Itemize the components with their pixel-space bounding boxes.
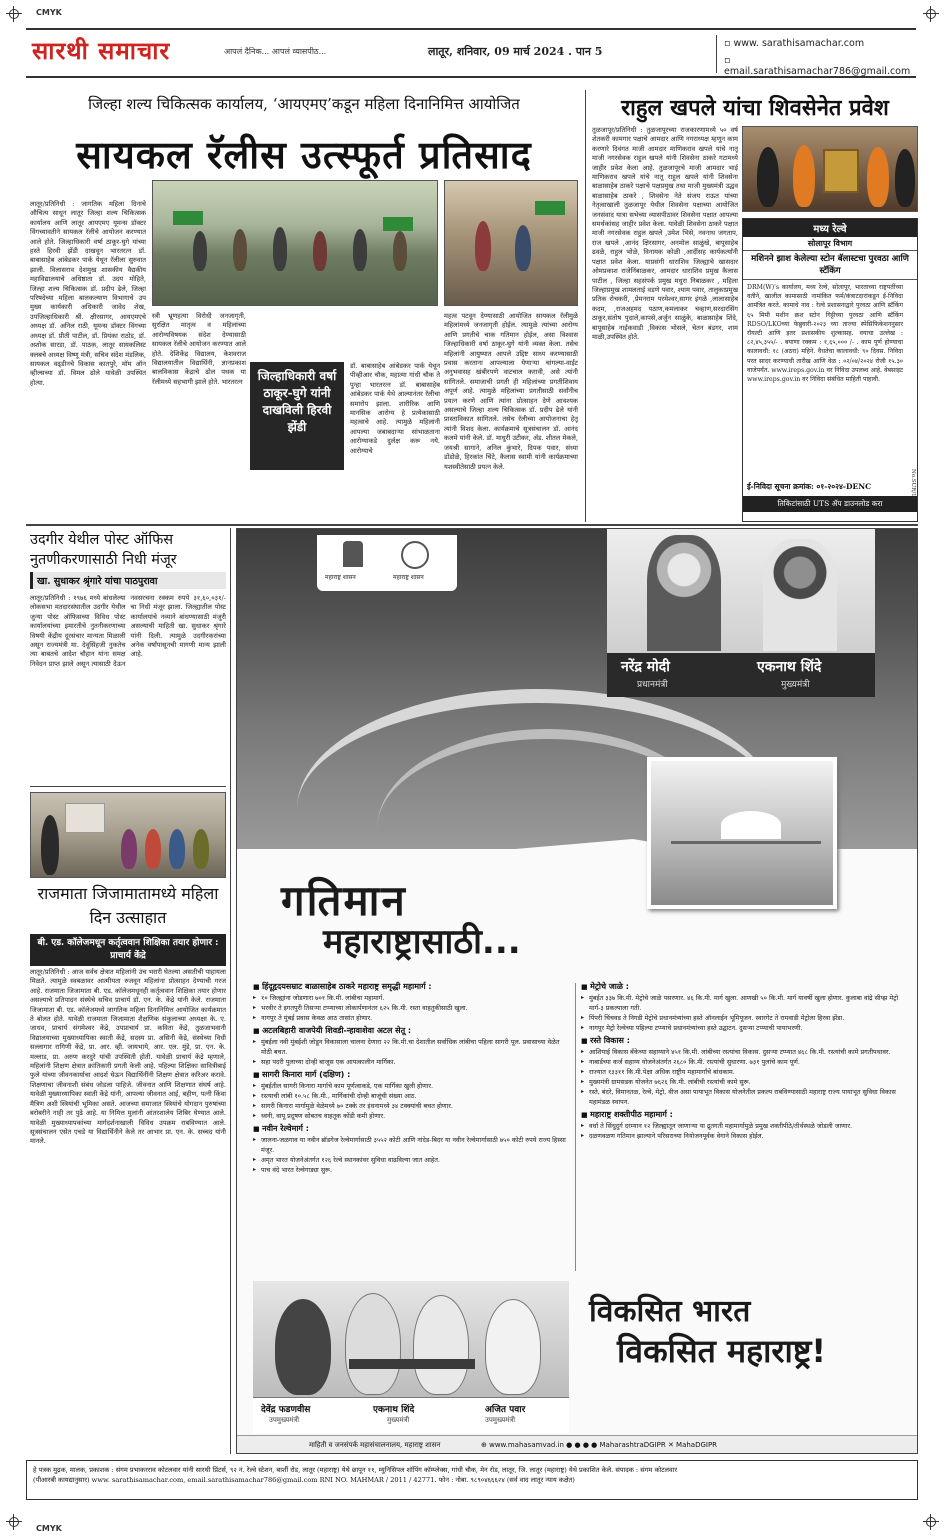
ad-section [581, 981, 907, 1033]
khapale-body: तुळजापूर/प्रतिनिधी : तुळजापूरच्या राजकारणामध्ये ५० वर्ष शेतकरी कामगार पक्षाचे आमदार आणि नगराध्यक्ष म्हणून काम करणारे दिवंगत माजी आमदार माणिकराव खपले यांचे नातू माजी नगरसेवक राहुल खपले यांनी शिवसेना ठाकरे गटामध्ये जाहीर प्रवेश केला आहे. तुळजापूरचे माजी आमदार भाई माणिकराव खपले यांचे नातू राहुल खपले यांनी शिवसेना बाळासाहेब ठाकरे पक्षाचे पक्षप्रमुख तथा माजी मुख्यमंत्री उद्धव बाळासाहेब ठाकरे , शिवसेना नेते संजय राऊत यांच्या नेतृत्वाखाली तुळजापूर येथील शिवसेना पक्षाच्या आयोजित जनसंवाद यात्रा सभेच्या व्यासपीठावर शिवसेना पक्षात आपल्या समर्थकांसह जाहीर प्रवेश केला. यावेळी शिवसेना ठाकरे पक्षात माजी नगरसेवक राहुल खपले ,उमेश भिसे, नवनाथ जगताप, राज खपले ,आनंद क्षिरसागर, अनमोल साळुंखे, बापूसाहेब ढवळे, राहुल भोळे, विनायक कोळी ,आदींसह कार्यकर्त्यांनी पक्षात प्रवेश केला. याप्रसंगी धाराशिव जिल्ह्याचे खासदार ओमप्रकाश राजेनिंबाळकर, आमदार धाराशिव प्रमुख कैलास पाटील , जिल्हा सहसंपर्क प्रमुख मधुरा निबाळकर , महिला जिल्हाप्रमुख शामलताई वडणे पवार, श्याम पवार, तालुकाप्रमुख प्रतिक रोचकरी, ,प्रेमनराम परमेश्वर,सागर इंगळे ,लालासाहेब कदम, ,राजअहमद पठाण,कमलाकर चव्हाण,सरदारसिंग ठाकूर,संतोष पुदाले,कापसे,अर्जुन साळुंके, बाळासाहेब शिंदे, बापूसाहेब नाईकवाडी ,विकास भोसले, चेतन बंडगर, शाम माळी,उपस्थित होते. [592, 126, 738, 341]
badge-caption: महाराष्ट्र शासन [393, 574, 424, 581]
lead-headline: सायकल रॅलीस उत्स्फूर्त प्रतिसाद [76, 132, 532, 177]
ad-bullet: ▸ आशियाई विकास बँकेच्या सहाय्याने ४५१ कि.मी. लांबीच्या रस्त्यांचा विकास. दुसऱ्या टप्प्यात ४६८ कि.मी. रस्त्यांची कामे प्रगतीपथावर. [581, 1047, 907, 1057]
leader1-title: प्रधानमंत्री [637, 680, 668, 690]
dgipr-handle[interactable]: MaharashtraDGIPR [599, 1441, 666, 1449]
lead-kicker: जिल्हा शल्य चिकित्सक कार्यालय, ‘आयएमए’कडून महिला दिनानिमित्त आयोजित [88, 95, 520, 113]
leaders-panel [607, 529, 875, 653]
leader4-name: एकनाथ शिंदे [373, 1405, 415, 1415]
railway-subheader: सोलापूर विभाग [807, 238, 853, 248]
ad-section [581, 1035, 907, 1107]
udgir-body: लातूर/प्रतिनिधी : १९७६ मध्ये बांधलेल्या लोकसभा मतदारसंघातील उदगीर येथील जुन्या पोस्ट ऑफिसच्या विविध पोस्ट कार्यालयांच्या इमारतीचे नुतनीकरणाच्या विषयी केंद्रीय दूरसंचार मान्यता मिळाली असून राज्यमंत्री मा. देवूसिंहजी नुकतेच त्या बाबतचे आदेश चौहान यांना समक्ष निवेदन प्राप्त झाले असून त्यासाठी देऊन नवसरचना रक्कम रुपये ३१,६०,०३१/- चा निधी मंजूर झाला. जिल्ह्यातील पोस्ट कार्यालयांचे नव्याने बांधण्यासाठी मंजुरी असल्याची माहिती खा. सुधाकर श्रृंगारे यांनी दिली. त्यामुळे उदगीरकरांच्या अनेक वर्षांपासूनची मागणी मान्य झाली आहे. [30, 594, 226, 668]
cycle-rally-photo [152, 180, 438, 306]
viksit-banner-2: विकसित महाराष्ट्र! [617, 1332, 827, 1370]
leader5-name: अजित पवार [485, 1405, 526, 1415]
ad-bullet: ▸ मुंबईला नवी मुंबईशी जोडून विकासाला चालना देणारा २२ कि.मी.चा देशातील सर्वाधिक लांबीचा पहिला सागरी पूल. प्रवासाच्या वेळेत मोठी बचत. [253, 1037, 569, 1057]
ad-footer-bar [237, 1435, 918, 1454]
ad-bullet: ▸ मुंबईत ३३७ कि.मी. मेट्रोचे जाळे पसरणार. ४६ कि.मी. मार्ग खुला. आणखी ५० कि.मी. मार्ग यावर्षी खुला होणार. कुलाबा वांद्रे सीप्झ मेट्रो मार्ग-३ प्रकल्पाला गती. [581, 993, 907, 1013]
ad-section-title: ■ महाराष्ट्र शक्तीपीठ महामार्ग : [581, 1109, 907, 1120]
ad-bullet: ▸ अमृत भारत योजनेअंतर्गत १२६ रेल्वे स्थानकांवर सुविधा वाढविल्या जात आहेत. [253, 1155, 569, 1165]
atal-setu-photo [647, 757, 837, 909]
jijamata-body: लातूर/प्रतिनिधी : आज सर्वच क्षेत्रात महिलांनी उंच भरारी घेतल्या असतीची पाहायला मिळते. त्यामुळे स्वबळावर आत्मीयता रुजवून महिलांना प्रोत्साहन देण्याची गरज आहे. राजमाता जिजामाता बी. एड. कॉलेजमधूनही कर्तृत्ववान शिक्षिका तयार होणार असल्याचे प्रतिपादन संस्थेचे सचिव प्राचार्य डॉ. एन. के. केंद्रे यांनी केले. राजमाता जिजामाता बी. एड. कॉलेजमध्ये जागतिक महिला दिनानिमित्त आयोजित कार्यक्रमात ते बोलत होते. यावेळी राजमाता जिजामाता शैक्षणिक संकुलाच्या अध्यक्षा के. ए. जाधव, प्राचार्य संगमेश्वर केंद्रे, उपप्राचार्य प्रा. कविता केंद्रे, तुळजाभवानी विद्यालयाच्या मुख्याध्यापिका स्वाती केंद्रे, सदस्य प्रा. असिनी केंद्रे, संस्थेच्या विधी सल्लागार रागिणी केंद्रे, प्रा. आर. व्ही. जायभाये, आर. एल. मुंडे, प्रा. एन. के. मल्लाड, प्रा. अरुण करदुरे यांची उपस्थिती होती. यावेळी प्राचार्य केंद्रे म्हणाले, महिलांनी शिक्षण क्षेत्रात क्रांतिकारी प्रगती केली आहे. पहिल्या शिक्षिका सावित्रीबाई फुले यांच्या जीवनकार्याचा आदर्श घेऊन विद्यार्थिनींनी शिक्षण क्षेत्रात करिअर करावे. शिक्षणाचा जीवनाशी संबंध जोडला पाहिजे. जीवनात आणि शिक्षणात संघर्ष आहे. यावेळी मुख्याध्यापिका स्वाती केंद्रे यांनी, आपल्या जीवनात आई, बहीण, पत्नी किंवा मैत्रिण अशी स्त्रियांची भूमिका असते. आजच्या समाजात स्त्रियांचे योगदान पुरुषांच्या बरोबरीने नाही तर पुढे आहे. या निमित्त मुलांनी आंतरशालेय शिबिर घेण्यात आले. यावेळी मुख्याध्यापकांच्या मार्गदर्शनाखाली विविध उपक्रम राबविण्यात आले. सूत्रसंचालन एसेत एचडे या विद्यार्थिनीने केले तर आभार प्रा. एन. के. सच्चद यांनी मानले. [30, 968, 226, 1146]
ad-section-title: ■ रस्ते विकास : [581, 1035, 907, 1046]
crop-mark-icon [6, 6, 22, 22]
ad-footer-links [481, 1441, 717, 1449]
ad-section [253, 1069, 569, 1121]
shinde-portrait [763, 539, 837, 651]
national-emblem-icon [343, 541, 363, 567]
ad-section-title: ■ नवीन रेल्वेमार्ग : [253, 1123, 569, 1134]
story-divider [30, 786, 226, 787]
ad-section-title: ■ सागरी किनारा मार्ग (दक्षिण) : [253, 1069, 569, 1080]
viksit-banner-1: विकसित भारत [589, 1294, 751, 1329]
leaders-namebar [607, 653, 875, 697]
ad-sections-right [581, 979, 907, 1275]
social-icons: ● ● ● ● [566, 1441, 600, 1449]
leader1-name: नरेंद्र मोदी [621, 659, 670, 675]
crop-mark-icon [6, 1514, 22, 1530]
website-link[interactable]: www. sarathisamachar.com [733, 38, 865, 49]
leader5-title: उपमुख्यमंत्री [485, 1416, 516, 1424]
leader2-title: मुख्यमंत्री [781, 680, 810, 690]
slogan-line-1: गतिमान [281, 876, 407, 925]
jijamata-subhead: बी. एड. कॉलेजमधून कर्तृत्ववान शिक्षिका तयार होणार : प्राचार्य केंद्रे [37, 938, 219, 961]
column-divider [230, 528, 231, 1454]
globe-icon: ▫ [724, 38, 734, 49]
email-line [724, 55, 916, 77]
ad-bullet: ▸ रस्ते, बंदरे, विमानतळ, रेल्वे, मेट्रो, वीज असा पायाभूत विकास योजनेतील प्रकल्प राबविण्यासाठी महाराष्ट्र राज्य पायाभूत सुविधा विकास महामंडळ स्थापन. [581, 1087, 907, 1107]
emblem-box [317, 535, 457, 591]
udgir-subhead: खा. सुधाकर श्रृंगारे यांचा पाठपुरावा [37, 576, 158, 587]
crop-mark-icon [923, 1514, 939, 1530]
ad-bullet: ▸ ध्वनी, वायू प्रदूषण सोबतच वाहतूक कोंडी कमी होणार. [253, 1111, 569, 1121]
modi-portrait [647, 535, 721, 651]
ad-bullet: ▸ राज्यात १३३११ कि.मी.पेक्षा अधिक राष्ट्रीय महामार्गांचे बांधकाम. [581, 1067, 907, 1077]
ad-section-title: ■ मेट्रोचे जाळे : [581, 981, 907, 992]
ad-sections-left [253, 979, 569, 1275]
railway-side-code: No.SUR/11 [910, 469, 916, 501]
lead-col-4: महत्व पटवून देण्यासाठी आयोजित सायकल रॅलीमुळे महिलांमध्ये जनजागृती होईल. त्यामुळे त्यांच्या आरोग्य आणि प्रगतीचे चाक गतिमान होईल, असा विश्वास जिल्हाधिकारी वर्षा ठाकूर-घुगे यांनी व्यक्त केला. तसेच महिलांनी आयुष्यात आपले उद्दिष्ट साध्य करण्यासाठी प्रवास करताना आपल्याला येणाऱ्या चांगल्या-वाईट अनुभवासह खंबीरपणे वाटचाल करावी, असे त्यांनी सांगितले. समाजाची प्रगती ही महिलांच्या प्रगतीशिवाय अपूर्ण आहे. त्यामुळे महिलांच्या प्रगतीसाठी सर्वांनीच प्रयत्न करणे आणि त्यांना प्रोत्साहन देणे आवश्यक असल्याचे जिल्हा शल्य चिकित्सक डॉ. प्रदीप ढेले यांनी प्रास्ताविकात सांगितले. तसेच रॅलीच्या आयोजनाचा हेतू त्यांनी विशद केला. कार्यक्रमाचे सूत्रसंचालन डॉ. आनंद कलमे यांनी केले. डॉ. माधुरी उटीकर, ॲड. शीतल मेकले, जयश्री सागाने, अनिल कुंभारे, दिपक पवार, संध्या डोंडोळे, हिरकांत चिंटे, कैलास स्वामी यांनी कार्यक्रमाच्या यशस्वीतेसाठी प्रयत्न केले. [444, 312, 578, 471]
leader3-name: देवेंद्र फडणवीस [261, 1405, 311, 1415]
govt-badge-icon [401, 541, 429, 569]
lead-col-2: स्त्री भ्रूणहत्या विरोधी जनजागृती, सुरक्षित मातृत्व व महिलांच्या आरोग्यविषयक संदेश देण्यासाठी सायकल रॅलीचे आयोजन करण्यात आले होते. देशिकेंद्र विद्यालय, केशवराज विद्यालयातील विद्यार्थिनी, ज्ञानप्रकाश बालविकास केंद्राचे ढोल पथक या रॅलीमध्ये सहभागी झाले होते. भारतरत्न [152, 312, 246, 386]
pullquote: जिल्हाधिकारी वर्षा ठाकूर-घुगे यांनी दाखविली हिरवी झेंडी [257, 369, 337, 434]
udgir-subhead-box [30, 572, 226, 589]
ad-bullet: ▸ नाबार्डच्या कर्ज सहाय्य योजनेअंतर्गत २६८० कि.मी. रस्त्यांची सुधारणा. ७३१ पुलांचे काम पूर्ण. [581, 1057, 907, 1067]
ad-divider [575, 983, 576, 1271]
khapale-photo [742, 126, 918, 212]
leader3-title: उपमुख्यमंत्री [269, 1416, 300, 1424]
masthead [26, 28, 916, 78]
ad-bullet: ▸ १० जिल्ह्यांना जोडणारा ७०१ कि.मी. लांबीचा महामार्ग. [253, 993, 569, 1003]
slogan-line-2: महाराष्ट्रासाठी... [323, 922, 521, 962]
jijamata-photo [30, 792, 226, 878]
pullquote-box [250, 362, 344, 470]
ad-footer-dept: माहिती व जनसंपर्क महासंचालनालय, महाराष्ट्र शासन [309, 1441, 441, 1449]
globe-icon: ⊕ [481, 1441, 490, 1449]
railway-tender-ad [742, 218, 918, 522]
khapale-headline: राहुल खपले यांचा शिवसेनेत प्रवेश [621, 95, 889, 121]
ad-bullet: ▸ दळणवळण गतिमान झाल्याने परिसराच्या नियोजनपूर्वक वेगाने विकास होईल. [581, 1131, 907, 1141]
leader4-title: मुख्यमंत्री [387, 1416, 410, 1424]
ad-bullet: ▸ भरवीर ते इगतपुरी तिसऱ्या टप्प्याच्या लोकार्पणानंतर ६२५ कि.मी. रस्ता वाहतुकीसाठी खुला. [253, 1003, 569, 1013]
email-link[interactable]: email.sarathisamachar786@gmail.com [724, 66, 911, 77]
section-divider [26, 524, 918, 526]
divider [716, 35, 717, 73]
ad-bullet: ▸ पिंपरी चिंचवड ते निगडी मेट्रोचे प्रधानमंत्र्यांच्या हस्ते ऑनलाईन भूमिपूजन. स्वारगेट ते रामवाडी मेट्रोला हिरवा झेंडा. [581, 1013, 907, 1023]
leaders-bottom-names [253, 1397, 569, 1433]
ad-bullet: ▸ मुख्यमंत्री ग्रामसडक योजनेत ७६२६ कि.मी. लांबीची रस्त्यांची कामे सुरू. [581, 1077, 907, 1087]
newspaper-title: सारथी समाचार [32, 36, 171, 65]
imprint-box [26, 1460, 918, 1500]
jijamata-headline: राजमाता जिजामातामध्ये महिला दिन उत्साहात [37, 884, 219, 927]
ad-section [581, 1109, 907, 1141]
govt-advertisement [236, 528, 918, 1454]
website-line [724, 38, 864, 49]
ad-bullet: ▸ नागपूर ते मुंबई प्रवास केवळ आठ तासांत होणार. [253, 1013, 569, 1023]
imprint-line-2: (पीआरबी कायद्यानुसार) www. sarathisamachar.com, email.sarathisamachar786@gmail.com RNI NO. MAHMAR / 2011 / 42771. फोन : नोबा. ९८९०४६६६२४ (सर्व वाद लातूर न्याय कक्षेत) [33, 1476, 575, 1484]
cmyk-mark: CMYK [36, 8, 62, 17]
x-icon: ✕ [667, 1441, 677, 1449]
crop-mark-icon [923, 6, 939, 22]
lead-col-3: डॉ. बाबासाहेब आंबेडकर पार्क येथून पीव्हीआर चौक, महात्मा गांधी चौक ते पुन्हा भारतरत्न डॉ. बाबासाहेब आंबेडकर पार्क येथे आल्यानंतर रॅलीचा समारोप झाला. शारीरिक आणि मानसिक आरोग्य हे प्रत्येकासाठी महत्वाचे आहे. त्यामुळे महिलांनी आपल्या जबाबदाऱ्या सांभाळताना आरोग्याकडे दुर्लक्ष करू नये. आरोग्याचे [350, 362, 440, 455]
dateline: लातूर, शनिवार, 09 मार्च 2024 . पान 5 [428, 45, 603, 58]
imprint-line-1: हे पत्रक मुद्रक, मालक, प्रकाशक : संगम प्रभाकरराव कोटलवार यांनी सारथी प्रिंटर्स, ९२ नं. रेल्वे स्टेशन, बार्शी रोड, लातूर (महाराष्ट्र) येथे छापून ११, म्युनिसिपल शॉपिंग कॉम्प्लेक्स, गांधी चौक, मेन रोड, लातूर, जि. लातूर (महाराष्ट्र) येथे प्रकाशित केले. संपादक : संगम कोटलवार [33, 1466, 678, 1474]
ad-section-title: ■ अटलबिहारी वाजपेयी शिवडी-न्हावाशेवा अटल सेतू : [253, 1025, 569, 1036]
mahasamvad-link[interactable]: www.mahasamvad.in [489, 1441, 564, 1449]
udgir-headline: उदगीर येथील पोस्ट ऑफिस नुतणीकरणासाठी निधी मंजूर [30, 532, 177, 568]
uts-banner: तिकिटांसाठी UTS ॲप डाउनलोड करा [743, 496, 917, 512]
ad-bullet: ▸ पाच वंदे भारत रेल्वेगाड्या सुरू. [253, 1165, 569, 1175]
ad-bullet: ▸ सागरी किनारा मार्गामुळे वेळेमध्ये ७० टक्के तर इंधनामध्ये ३४ टक्क्यांची बचत होणार. [253, 1101, 569, 1111]
leader2-name: एकनाथ शिंदे [757, 659, 822, 675]
emblem-caption: महाराष्ट्र शासन [325, 574, 356, 581]
leaders-group-photo [253, 1281, 569, 1397]
railway-title: मशिनने झाश केलेल्या स्टोन बॅलास्टचा पुरवठा आणि स्टॅकिंग [743, 250, 917, 280]
ad-bullet: ▸ सहा पदरी पुलाच्या दोन्ही बाजूस एक आपत्कालीन मार्गिका. [253, 1057, 569, 1067]
ad-section [253, 1123, 569, 1175]
lead-col-1: लातूर/प्रतिनिधी : जागतिक महिला दिनाचे औचित्य साधून लातूर जिल्हा शल्य चिकित्सक कार्यालय आणि लातूर आयएमए यूमन्स डॉक्टर विंगच्यावतीने सायकल रॅलीचे आयोजन करण्यात आले होते. जिल्हाधिकारी वर्षा ठाकूर-घुगे यांच्या हस्ते हिरवी झेंडी दाखवून भारतरत्न डॉ. बाबासाहेब आंबेडकर पार्क येथून रॅलीला सुरुवात झाली. विलासराव देशमुख शासकीय वैद्यकीय महाविद्यालयाचे अधिष्ठाता डॉ. उदय मोहिते, जिल्हा शल्य चिकित्सक डॉ. प्रदीप ढेले, जिल्हा परिषदेच्या महिला बालकल्याण विभागाचे उप मुख्य कार्यकारी अधिकारी जावेद शेख, उपजिल्हाधिकारी श्री. क्षीरसागर, आयएमएचे अध्यक्ष डॉ. अनिल राठी, यूमन्स डॉक्टर विंगच्या अध्यक्ष डॉ. प्रीती पाटील, डॉ. प्रियंका राठोड, डॉ. अशोक सारडा, डॉ. पाठक, लातूर सायकलिस्ट क्लबचे अध्यक्ष विष्णू मंत्री, सचिव संदेश मंडलिक, सायकल वढ्डीनचे विकास कातपुरे, मॉम ऑन व्हील्सच्या डॉ. विमल ढोले यावेळी उपस्थित होत्या. [30, 200, 146, 387]
ad-section [253, 981, 569, 1023]
railway-footer: ई-निविदा सूचना क्रमांक: ०१-२०२४-DENC [747, 482, 872, 491]
ad-bullet: ▸ रस्त्याची लांबी १०.५८ कि.मी., मार्गिकांची दोन्ही बाजूंची संख्या आठ. [253, 1091, 569, 1101]
cycle-rally-photo-2 [444, 180, 578, 306]
jijamata-subhead-box [30, 934, 226, 966]
ad-bullet: ▸ वर्धा ते सिंधुदुर्ग दरम्यान १२ जिल्ह्यातून जाणाऱ्या या द्रुतगती महामार्गामुळे प्रमुख शक्तीपीठे/तीर्थस्थळे जोडली जाणार. [581, 1121, 907, 1131]
ad-section-title: ■ हिंदूहृदयसम्राट बाळासाहेब ठाकरे महाराष्ट्र समृद्धी महामार्ग : [253, 981, 569, 992]
ad-bullet: ▸ मुंबईतील सागरी किनारा मार्गाचे काम पूर्णत्वाकडे, एक मार्गिका खुली होणार. [253, 1081, 569, 1091]
tagline: आपलं दैनिक... आपलं व्यासपीठ... [224, 47, 327, 56]
mail-icon: ▫ [724, 55, 731, 66]
railway-body: DRM(W)'s कार्यालय, मध्य रेल्वे, सोलापूर, भारताच्या राष्ट्रपतींच्या वतीने, खालील कामासाठी नामांकित फर्म/कंत्राटदारांकडून ई-निविदा आमंत्रित करते. कामाचे नाव : रेल्वे प्रशासनाद्वारे पुरवठा आणि स्टॅकिंग ६५ मिमी मशीन क्रश स्टोन गिट्टीच्या पुरवठा आणि स्टॅकिंग RDSO/LKOच्या फेब्रुवारी-२०२३ च्या ताज्या स्पेसिफिकेशननुसार रॉयल्टी आणि इतर प्रशासकीय शुल्कासह. वयाचा उल्लेख : ८२,४५,३५५/- . बयाणा रक्कम : १,६५,००० /- . काम पूर्ण होण्याचा कालावधी: १८ (अठरा) महिने. वैधतेचा कालावधी: ९० दिवस. निविदा परत सादर करण्याची तारीख आणि वेळ : ०२/०४/२०२४ रोजी १५.३० वाजेपर्यंत. www.ireps.gov.in वर निविदा उपलब्ध आहे. वेबसाइट www.ireps.gov.in वर निविदा संबंधित माहिती पाहावी. [747, 284, 903, 384]
dgipr-handle-2[interactable]: MahaDGIPR [676, 1441, 718, 1449]
ad-section [253, 1025, 569, 1067]
column-divider [585, 90, 586, 522]
ad-bullet: ▸ जालना-जळगाव या नवीन ब्रॉडगेज रेल्वेमार्गासाठी ३५५२ कोटी आणि नांदेड-बिदर या नवीन रेल्वेमार्गासाठी ७५० कोटी रुपये राज्य हिस्सा मंजूर. [253, 1135, 569, 1155]
ad-bullet: ▸ नागपूर मेट्रो रेल्वेच्या पहिल्या टप्प्याचे प्रधानमंत्र्यांच्या हस्ते उद्घाटन. दुसऱ्या टप्प्याची पायाभरणी. [581, 1023, 907, 1033]
cmyk-mark: CMYK [36, 1524, 62, 1533]
railway-header: मध्य रेल्वे [743, 219, 917, 237]
